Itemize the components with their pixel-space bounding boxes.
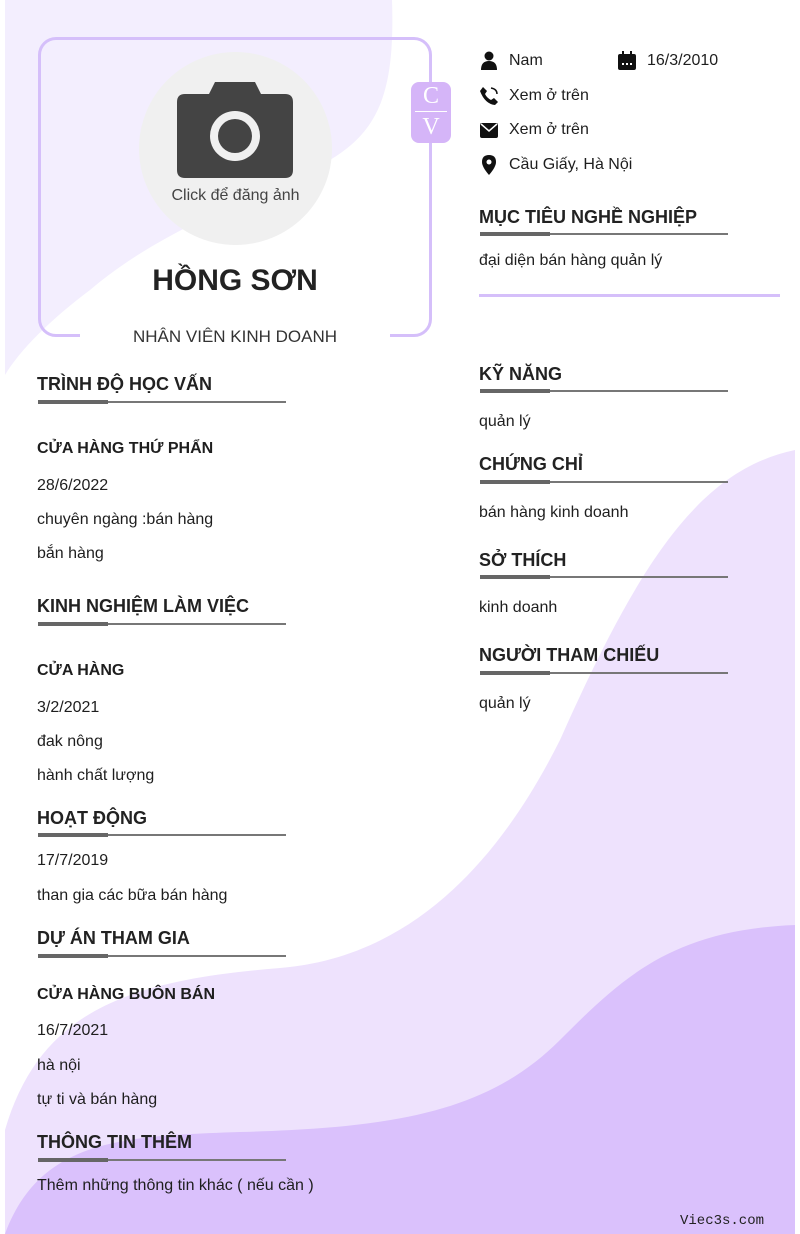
education-org: CỬA HÀNG THỨ PHẨN — [37, 440, 214, 457]
certs-underline — [480, 481, 728, 483]
gender-value: Nam — [509, 52, 543, 69]
certs-heading: CHỨNG CHỈ — [479, 454, 583, 474]
calendar-icon — [617, 51, 637, 71]
photo-upload-label: Click để đăng ảnh — [171, 187, 300, 204]
email-value: Xem ở trên — [509, 121, 589, 138]
address-value: Cầu Giấy, Hà Nội — [509, 156, 633, 173]
projects-org: CỬA HÀNG BUÔN BÁN — [37, 986, 216, 1003]
experience-line1: đak nông — [37, 733, 103, 750]
cv-letter-v: V — [422, 114, 440, 140]
education-line2: bắn hàng — [37, 545, 104, 562]
candidate-role: NHÂN VIÊN KINH DOANH — [132, 327, 338, 346]
refs-underline — [480, 672, 728, 674]
hobbies-heading: SỞ THÍCH — [479, 550, 567, 570]
activities-heading: HOẠT ĐỘNG — [37, 808, 147, 828]
objective-underline — [480, 233, 728, 235]
experience-underline — [38, 623, 286, 625]
education-date: 28/6/2022 — [37, 477, 109, 494]
projects-line2: tự ti và bán hàng — [37, 1091, 158, 1108]
projects-line1: hà nội — [37, 1057, 81, 1074]
experience-line2: hành chất lượng — [37, 767, 155, 784]
email-row — [479, 120, 589, 140]
dob-value: 16/3/2010 — [647, 52, 719, 69]
dob-row — [617, 51, 718, 71]
experience-org: CỬA HÀNG — [37, 662, 125, 679]
address-row — [479, 155, 632, 175]
experience-heading: KINH NGHIỆM LÀM VIỆC — [37, 596, 250, 616]
envelope-icon — [479, 120, 499, 140]
activities-date: 17/7/2019 — [37, 852, 109, 869]
projects-underline — [38, 955, 286, 957]
refs-heading: NGƯỜI THAM CHIẾU — [479, 645, 660, 665]
refs-text: quản lý — [479, 695, 531, 712]
education-underline — [38, 401, 286, 403]
phone-row — [479, 86, 589, 106]
skills-underline — [480, 390, 728, 392]
activities-line1: than gia các bữa bán hàng — [37, 887, 228, 904]
skills-heading: KỸ NĂNG — [479, 364, 563, 384]
phone-icon — [479, 86, 499, 106]
hobbies-underline — [480, 576, 728, 578]
extra-heading: THÔNG TIN THÊM — [37, 1132, 192, 1152]
hobbies-text: kinh doanh — [479, 599, 558, 616]
objective-text: đại diện bán hàng quản lý — [479, 252, 663, 269]
watermark: Viec3s.com — [679, 1213, 764, 1229]
certs-text: bán hàng kinh doanh — [479, 504, 629, 521]
extra-text: Thêm những thông tin khác ( nếu cần ) — [37, 1177, 314, 1194]
phone-value: Xem ở trên — [509, 87, 589, 104]
projects-heading: DỰ ÁN THAM GIA — [37, 928, 190, 948]
education-line1: chuyên ngàng :bán hàng — [37, 511, 214, 528]
experience-date: 3/2/2021 — [37, 699, 100, 716]
divider — [479, 294, 780, 297]
objective-heading: MỤC TIÊU NGHỀ NGHIỆP — [479, 207, 698, 227]
education-heading: TRÌNH ĐỘ HỌC VẤN — [37, 374, 212, 394]
skills-text: quản lý — [479, 413, 531, 430]
gender-row — [479, 51, 543, 71]
projects-date: 16/7/2021 — [37, 1022, 109, 1039]
cv-letter-c: C — [422, 83, 439, 109]
photo-upload[interactable] — [139, 52, 332, 245]
person-icon — [479, 51, 499, 71]
camera-icon — [177, 78, 294, 178]
extra-underline — [38, 1159, 286, 1161]
candidate-name: HỒNG SƠN — [152, 264, 318, 297]
location-pin-icon — [479, 155, 499, 175]
activities-underline — [38, 834, 286, 836]
cv-badge — [411, 82, 451, 143]
